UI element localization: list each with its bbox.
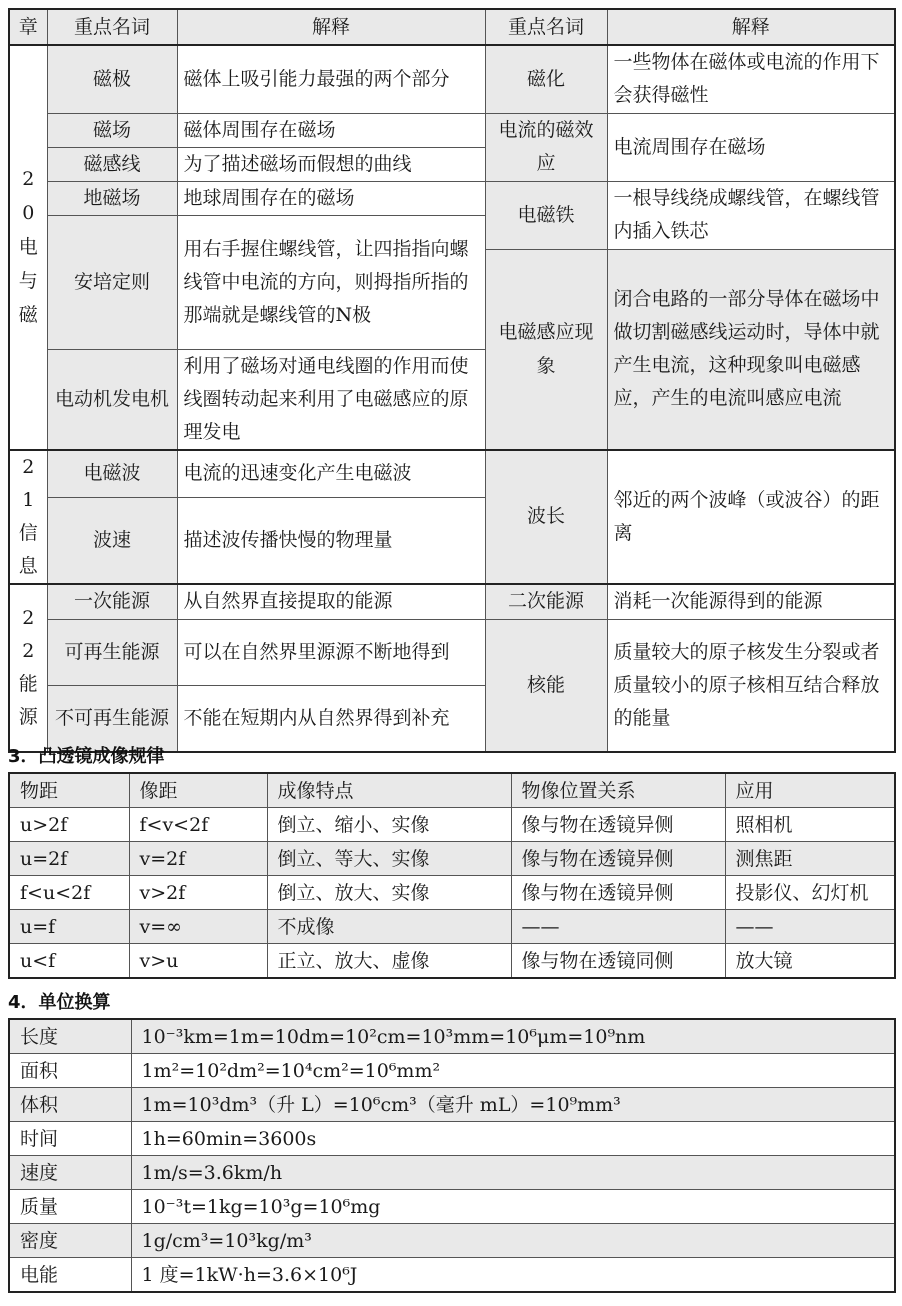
header-image-features: 成像特点 bbox=[267, 773, 511, 808]
explanation-cell: 质量较大的原子核发生分裂或者质量较小的原子核相互结合释放的能量 bbox=[607, 620, 895, 752]
table-cell: 像与物在透镜同侧 bbox=[511, 944, 725, 979]
term-cell: 电磁感应现象 bbox=[485, 249, 607, 450]
header-chapter: 章 bbox=[9, 9, 47, 45]
table-cell: 倒立、缩小、实像 bbox=[267, 808, 511, 842]
unit-value: 10⁻³t=1kg=10³g=10⁶mg bbox=[131, 1190, 895, 1224]
header-object-distance: 物距 bbox=[9, 773, 129, 808]
table-cell: 照相机 bbox=[725, 808, 895, 842]
table-cell: v>2f bbox=[129, 876, 267, 910]
table-row bbox=[9, 910, 895, 944]
term-cell: 地磁场 bbox=[47, 181, 177, 215]
unit-value: 1h=60min=3600s bbox=[131, 1122, 895, 1156]
physics-terms-table bbox=[8, 8, 896, 753]
unit-value: 10⁻³km=1m=10dm=10²cm=10³mm=10⁶μm=10⁹nm bbox=[131, 1019, 895, 1054]
explanation-cell: 从自然界直接提取的能源 bbox=[177, 584, 485, 620]
term-cell: 磁场 bbox=[47, 113, 177, 147]
table-cell: 像与物在透镜异侧 bbox=[511, 808, 725, 842]
table-cell: 倒立、放大、实像 bbox=[267, 876, 511, 910]
header-position-relation: 物像位置关系 bbox=[511, 773, 725, 808]
table-row bbox=[9, 45, 895, 113]
chapter-22-cell bbox=[9, 584, 47, 752]
chapter-20-cell bbox=[9, 45, 47, 450]
term-cell: 一次能源 bbox=[47, 584, 177, 620]
unit-label: 长度 bbox=[9, 1019, 131, 1054]
chapter-label: 20电与磁 bbox=[18, 168, 38, 327]
unit-label: 面积 bbox=[9, 1054, 131, 1088]
explanation-cell: 地球周围存在的磁场 bbox=[177, 181, 485, 215]
table-row bbox=[9, 113, 895, 147]
explanation-cell: 磁体周围存在磁场 bbox=[177, 113, 485, 147]
unit-label: 密度 bbox=[9, 1224, 131, 1258]
table-row bbox=[9, 1019, 895, 1054]
header-image-distance: 像距 bbox=[129, 773, 267, 808]
header-term: 重点名词 bbox=[47, 9, 177, 45]
explanation-cell: 描述波传播快慢的物理量 bbox=[177, 498, 485, 584]
table-row bbox=[9, 808, 895, 842]
table-cell: —— bbox=[725, 910, 895, 944]
explanation-cell: 电流的迅速变化产生电磁波 bbox=[177, 450, 485, 498]
lens-imaging-table bbox=[8, 772, 896, 979]
explanation-cell: 用右手握住螺线管，让四指指向螺线管中电流的方向，则拇指所指的那端就是螺线管的N极 bbox=[177, 215, 485, 349]
table-row bbox=[9, 620, 895, 686]
term-cell: 磁感线 bbox=[47, 147, 177, 181]
chapter-label: 21信息 bbox=[18, 455, 38, 577]
table-cell: f<u<2f bbox=[9, 876, 129, 910]
table-row bbox=[9, 584, 895, 620]
table-row bbox=[9, 1156, 895, 1190]
table-cell: 投影仪、幻灯机 bbox=[725, 876, 895, 910]
table-row bbox=[9, 1190, 895, 1224]
table-row bbox=[9, 450, 895, 498]
term-cell: 磁化 bbox=[485, 45, 607, 113]
chapter-21-cell bbox=[9, 450, 47, 584]
explanation-cell: 消耗一次能源得到的能源 bbox=[607, 584, 895, 620]
explanation-cell: 闭合电路的一部分导体在磁场中做切割磁感线运动时，导体中就产生电流，这种现象叫电磁感应，产生的电流叫感应电流 bbox=[607, 249, 895, 450]
table-cell: f<v<2f bbox=[129, 808, 267, 842]
unit-value: 1m/s=3.6km/h bbox=[131, 1156, 895, 1190]
table-cell: 测焦距 bbox=[725, 842, 895, 876]
table-header-row bbox=[9, 9, 895, 45]
explanation-cell: 为了描述磁场而假想的曲线 bbox=[177, 147, 485, 181]
unit-value: 1g/cm³=10³kg/m³ bbox=[131, 1224, 895, 1258]
table-cell: 放大镜 bbox=[725, 944, 895, 979]
term-cell: 磁极 bbox=[47, 45, 177, 113]
table-row bbox=[9, 876, 895, 910]
unit-conversion-table bbox=[8, 1018, 896, 1293]
explanation-cell: 邻近的两个波峰（或波谷）的距离 bbox=[607, 450, 895, 584]
table-cell: u=f bbox=[9, 910, 129, 944]
term-cell: 不可再生能源 bbox=[47, 686, 177, 752]
term-cell: 电动机发电机 bbox=[47, 349, 177, 450]
explanation-cell: 不能在短期内从自然界得到补充 bbox=[177, 686, 485, 752]
term-cell: 核能 bbox=[485, 620, 607, 752]
term-cell: 可再生能源 bbox=[47, 620, 177, 686]
explanation-cell: 电流周围存在磁场 bbox=[607, 113, 895, 181]
term-cell: 安培定则 bbox=[47, 215, 177, 349]
section-3-title: 3．凸透镜成像规律 bbox=[8, 746, 165, 767]
unit-label: 速度 bbox=[9, 1156, 131, 1190]
explanation-cell: 可以在自然界里源源不断地得到 bbox=[177, 620, 485, 686]
explanation-cell: 一些物体在磁体或电流的作用下会获得磁性 bbox=[607, 45, 895, 113]
table-cell: v=∞ bbox=[129, 910, 267, 944]
unit-value: 1m=10³dm³（升 L）=10⁶cm³（毫升 mL）=10⁹mm³ bbox=[131, 1088, 895, 1122]
table-cell: 像与物在透镜异侧 bbox=[511, 876, 725, 910]
header-explanation: 解释 bbox=[177, 9, 485, 45]
explanation-cell: 利用了磁场对通电线圈的作用而使线圈转动起来利用了电磁感应的原理发电 bbox=[177, 349, 485, 450]
table-cell: v=2f bbox=[129, 842, 267, 876]
explanation-cell: 磁体上吸引能力最强的两个部分 bbox=[177, 45, 485, 113]
unit-label: 体积 bbox=[9, 1088, 131, 1122]
table-row bbox=[9, 181, 895, 215]
table-cell: v>u bbox=[129, 944, 267, 979]
unit-label: 质量 bbox=[9, 1190, 131, 1224]
table-row bbox=[9, 1088, 895, 1122]
explanation-cell: 一根导线绕成螺线管，在螺线管内插入铁芯 bbox=[607, 181, 895, 249]
term-cell: 电磁波 bbox=[47, 450, 177, 498]
header-application: 应用 bbox=[725, 773, 895, 808]
table-row bbox=[9, 1122, 895, 1156]
term-cell: 电流的磁效应 bbox=[485, 113, 607, 181]
table-cell: 不成像 bbox=[267, 910, 511, 944]
unit-label: 时间 bbox=[9, 1122, 131, 1156]
table-cell: u=2f bbox=[9, 842, 129, 876]
unit-label: 电能 bbox=[9, 1258, 131, 1293]
table-header-row bbox=[9, 773, 895, 808]
term-cell: 二次能源 bbox=[485, 584, 607, 620]
chapter-label: 22能源 bbox=[18, 606, 38, 728]
section-4-title: 4．单位换算 bbox=[8, 992, 111, 1013]
header-term-2: 重点名词 bbox=[485, 9, 607, 45]
unit-value: 1 度=1kW·h=3.6×10⁶J bbox=[131, 1258, 895, 1293]
table-row bbox=[9, 1258, 895, 1293]
term-cell: 波速 bbox=[47, 498, 177, 584]
table-cell: u<f bbox=[9, 944, 129, 979]
table-cell: 倒立、等大、实像 bbox=[267, 842, 511, 876]
unit-value: 1m²=10²dm²=10⁴cm²=10⁶mm² bbox=[131, 1054, 895, 1088]
table-row bbox=[9, 842, 895, 876]
table-row bbox=[9, 944, 895, 979]
header-explanation-2: 解释 bbox=[607, 9, 895, 45]
table-row bbox=[9, 1224, 895, 1258]
table-row bbox=[9, 1054, 895, 1088]
term-cell: 电磁铁 bbox=[485, 181, 607, 249]
table-cell: —— bbox=[511, 910, 725, 944]
table-cell: 像与物在透镜异侧 bbox=[511, 842, 725, 876]
table-cell: 正立、放大、虚像 bbox=[267, 944, 511, 979]
table-cell: u>2f bbox=[9, 808, 129, 842]
term-cell: 波长 bbox=[485, 450, 607, 584]
